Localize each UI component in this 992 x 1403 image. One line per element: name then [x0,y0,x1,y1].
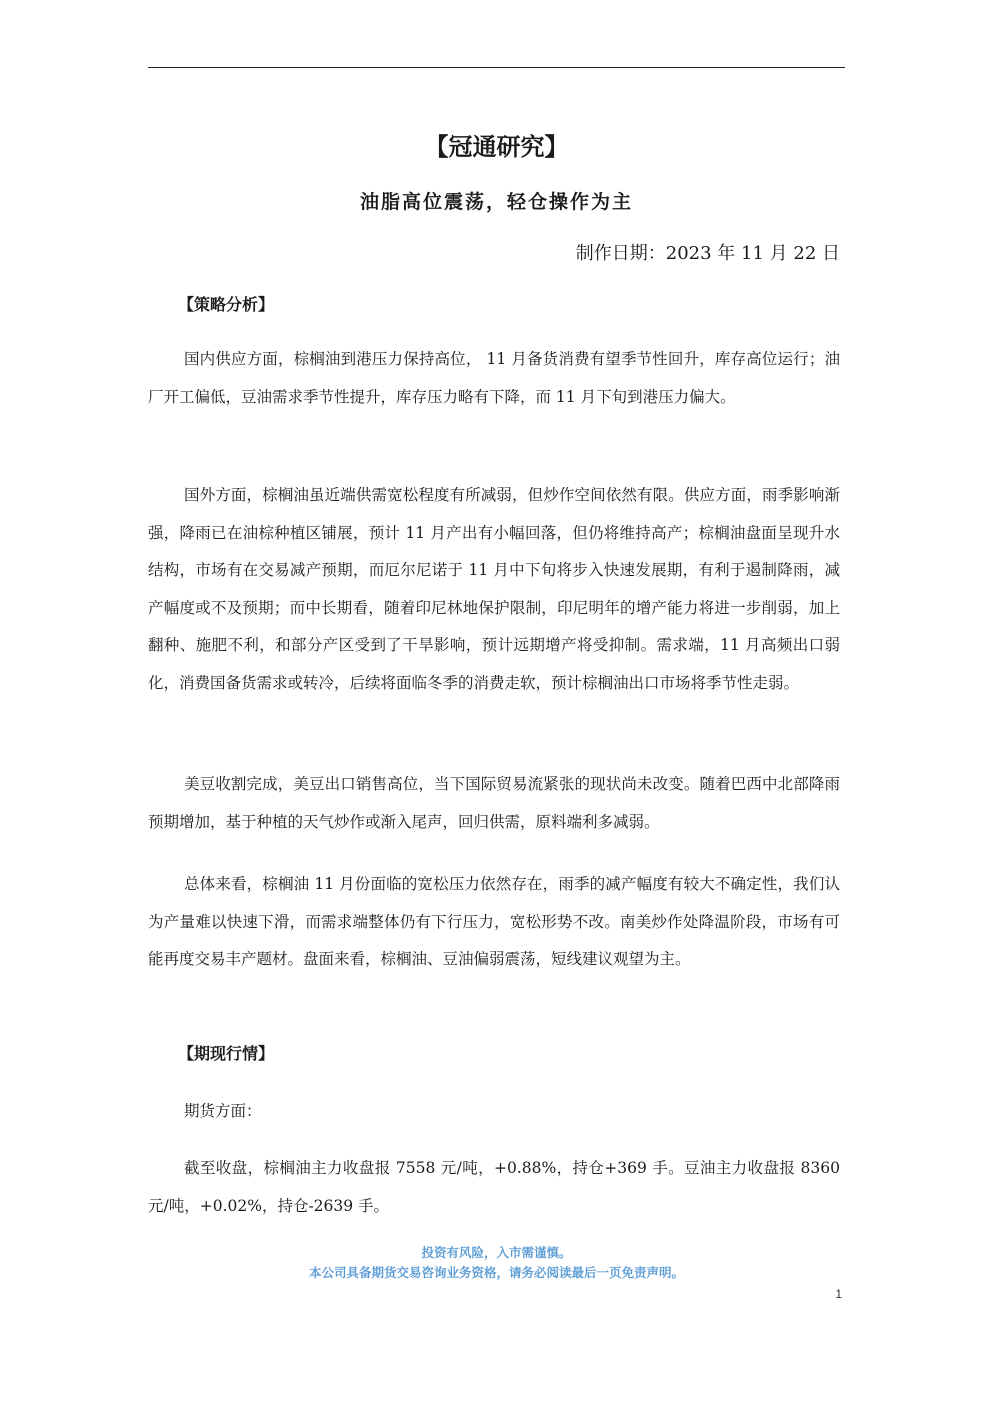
report-title: 油脂高位震荡，轻仓操作为主 [359,191,633,213]
section-heading-strategy: 【策略分析】 [178,295,275,314]
disclaimer-notice: 本公司具备期货交易咨询业务资格，请务必阅读最后一页免责声明。 [308,1265,684,1280]
page-number: 1 [835,1287,842,1301]
strategy-paragraph-2: 国外方面，棕榈油虽近端供需宽松程度有所减弱，但炒作空间依然有限。供应方面，雨季影响渐强，降雨已在油棕种植区铺展，预计 11 月产出有小幅回落，但仍将维持高产；棕榈油盘面呈现升水结构，市场有在交易减产预期，而厄尔尼诺于 11 月中下旬将步入快速发展期，有利于遏制降雨，减产幅度或不及预期；而中长期看，随着印尼林地保护限制，印尼明年的增产能力将进一步削弱，加上翻种、施肥不利，和部分产区受到了干旱影响，预计远期增产将受抑制。需求端，11 月高频出口弱化，消费国备货需求或转冷，后续将面临冬季的消费走软，预计棕榈油出口市场将季节性走弱。 [148,486,840,692]
section-heading-market: 【期现行情】 [178,1044,275,1063]
brand-title: 【冠通研究】 [424,132,569,161]
futures-label: 期货方面： [184,1102,262,1120]
futures-text: 截至收盘，棕榈油主力收盘报 7558 元/吨，+0.88%，持仓+369 手。豆油主力收盘报 8360 元/吨，+0.02%，持仓-2639 手。 [148,1159,840,1215]
header-rule [148,67,845,68]
strategy-paragraph-3: 美豆收割完成，美豆出口销售高位，当下国际贸易流紧张的现状尚未改变。随着巴西中北部降雨预期增加，基于种植的天气炒作或渐入尾声，回归供需，原料端利多减弱。 [148,775,840,831]
risk-warning: 投资有风险，入市需谨慎。 [421,1245,572,1260]
strategy-paragraph-4: 总体来看，棕榈油 11 月份面临的宽松压力依然存在，雨季的减产幅度有较大不确定性，我们认为产量难以快速下滑，而需求端整体仍有下行压力，宽松形势不改。南美炒作处降温阶段，市场有可能再度交易丰产题材。盘面来看，棕榈油、豆油偏弱震荡，短线建议观望为主。 [148,875,840,968]
strategy-paragraph-1: 国内供应方面，棕榈油到港压力保持高位， 11 月备货消费有望季节性回升，库存高位运行；油厂开工偏低，豆油需求季节性提升，库存压力略有下降，而 11 月下旬到港压力偏大。 [148,350,840,406]
report-date: 制作日期：2023 年 11 月 22 日 [575,243,840,264]
